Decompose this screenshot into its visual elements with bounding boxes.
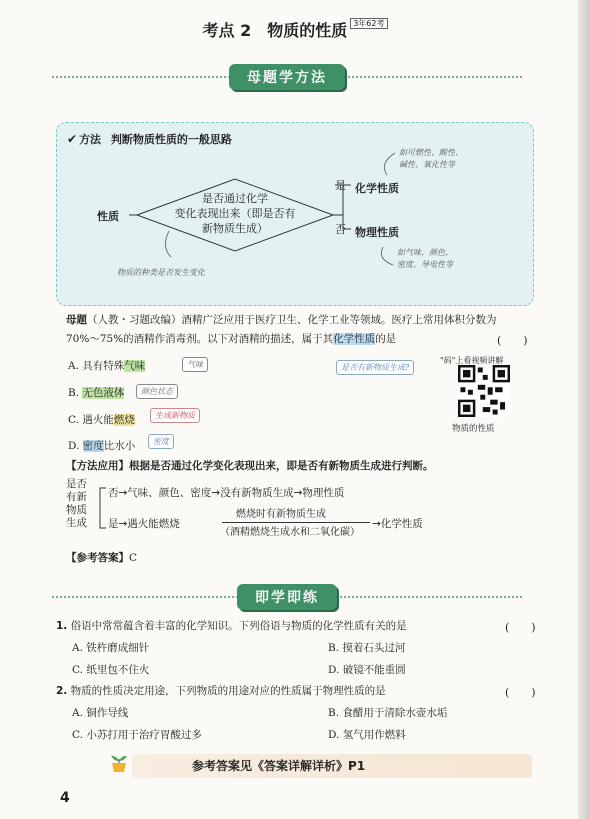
method-title: 判断物质性质的一般思路: [110, 133, 232, 146]
exercise-1-stem: [56, 618, 496, 635]
exercise-1-paren: ( ): [505, 621, 536, 634]
option-b[interactable]: [68, 385, 124, 400]
option-c-note: 生成新物质: [150, 408, 200, 423]
option-d-pre: D.: [68, 440, 83, 452]
question-line-2a: 70%～75%的酒精作消毒剂。以下对酒精的描述，属于其: [66, 333, 334, 345]
option-b-note: 颜色状态: [136, 384, 178, 399]
handnote-question: 是否有新物质生成?: [336, 360, 414, 375]
reference-answer: [66, 550, 137, 567]
option-a-pre: A. 具有特殊: [68, 360, 125, 372]
branch-yes: 是: [335, 179, 346, 192]
option-a-hl: 气味: [124, 360, 146, 372]
answer-reference-text: 参考答案见《答案详解详析》P1: [192, 759, 366, 773]
exam-count-tag: 3年62考: [350, 18, 387, 29]
exercise-2-option-d[interactable]: D. 氢气用作燃料: [328, 729, 406, 741]
application-left: [66, 478, 87, 530]
question-highlight: 化学性质: [333, 333, 376, 345]
question-label: 母题: [66, 314, 87, 326]
exercise-1-option-c[interactable]: C. 纸里包不住火: [72, 664, 150, 676]
app-left-2: 有新: [66, 491, 87, 503]
handnote-chem-1: 如可燃性、酸性、: [399, 148, 463, 157]
node-chemical-property: 化学性质: [355, 182, 399, 195]
node-question: [175, 191, 295, 236]
method-box: [56, 122, 534, 306]
qr-code-icon[interactable]: [458, 365, 510, 417]
application-yes-branch: 是→遇火能燃烧: [108, 518, 180, 530]
exercise-1-option-b[interactable]: B. 摸着石头过河: [328, 642, 406, 654]
section2-banner: 即学即练: [237, 584, 337, 610]
answer-reference-bar: [132, 754, 532, 778]
application-label: 【方法应用】: [66, 460, 129, 472]
node-physical-property: 物理性质: [355, 226, 399, 239]
page-title: [0, 18, 590, 41]
exercise-2-option-b[interactable]: B. 食醋用于清除水壶水垢: [328, 707, 448, 719]
option-d-hl: 密度: [82, 440, 104, 452]
question-line-1: 是否通过化学: [202, 192, 268, 205]
app-left-1: 是否: [66, 478, 87, 490]
handnote-bottom: 物质的种类是否发生变化: [117, 268, 205, 277]
section-banner-row: [52, 64, 522, 90]
qr-label: 物质的性质: [452, 424, 495, 434]
application-yes-result: →化学性质: [372, 518, 423, 530]
option-d[interactable]: [68, 438, 135, 453]
app-left-4: 生成: [66, 517, 87, 529]
answer-label: 【参考答案】: [66, 552, 129, 564]
handnote-phys-2: 密度、导电性等: [397, 260, 453, 269]
exercise-1-option-d[interactable]: D. 破镜不能重圆: [328, 664, 406, 676]
exercise-1-num: 1.: [56, 620, 68, 632]
question-line-1: 酒精广泛应用于医疗卫生、化学工业等领域。医疗上常用体积分数为: [181, 314, 497, 326]
option-b-pre: B.: [68, 387, 83, 399]
handnote-chem: [399, 147, 463, 171]
option-a-note: 气味: [182, 357, 208, 372]
sprout-pot-icon: [108, 753, 130, 773]
application-text: [66, 458, 536, 475]
page-number: 4: [60, 790, 70, 806]
application-no-branch: 否→气味、颜色、密度→没有新物质生成→物理性质: [108, 487, 345, 499]
arrow-line: [222, 522, 370, 523]
qr-caption: "码"上看视频讲解: [440, 356, 504, 365]
option-d-note: 密度: [148, 434, 174, 449]
application-bracket: [94, 486, 108, 530]
exercise-1-text: 俗语中常常蕴含着丰富的化学知识。下列俗语与物质的化学性质有关的是: [70, 620, 407, 632]
application-body: 根据是否通过化学变化表现出来，即是否有新物质生成进行判断。: [129, 460, 434, 472]
handnote-chem-2: 碱性、氧化性等: [399, 160, 455, 169]
handnote-phys-1: 如气味、颜色、: [397, 248, 453, 257]
check-icon: ✔: [67, 132, 78, 146]
exercise-1-option-a[interactable]: A. 铁杵磨成细针: [72, 642, 150, 654]
option-d-post: 比水小: [103, 440, 136, 452]
method-label: 方法: [79, 133, 102, 146]
question-line-3: 新物质生成）: [202, 222, 268, 235]
option-c-pre: C. 遇火能: [68, 414, 114, 426]
option-c-hl: 燃烧: [113, 414, 135, 426]
section-banner: 母题学方法: [229, 64, 345, 90]
exercise-2-option-a[interactable]: A. 铜作导线: [72, 707, 129, 719]
option-c[interactable]: [68, 412, 135, 427]
book-spine-shadow: [578, 0, 590, 819]
exercise-2-text: 物质的性质决定用途，下列物质的用途对应的性质属于物理性质的是: [70, 685, 386, 697]
option-a[interactable]: [68, 358, 145, 373]
exercise-2-option-c[interactable]: C. 小苏打用于治疗胃酸过多: [72, 729, 202, 741]
question-line-2b: 的是: [375, 333, 397, 345]
answer-value: C: [129, 552, 138, 564]
question-source: （人教・习题改编）: [87, 314, 182, 326]
exercise-2-paren: ( ): [505, 686, 536, 699]
handnote-phys: [397, 247, 453, 271]
application-yes-bottom: （酒精燃烧生成水和二氧化碳）: [220, 527, 360, 538]
answer-paren: ( ): [497, 334, 528, 347]
node-property: 性质: [97, 210, 119, 223]
title-text: 考点 2 物质的性质: [202, 21, 348, 40]
app-left-3: 物质: [66, 504, 87, 516]
section2-banner-row: [52, 584, 522, 610]
exercise-2-num: 2.: [56, 685, 68, 697]
application-yes-top: 燃烧时有新物质生成: [236, 509, 326, 520]
question-stem: [66, 312, 526, 329]
exercise-2-stem: [56, 683, 496, 700]
question-line-2: 变化表现出来（即是否有: [174, 207, 296, 220]
question-stem-line2: [66, 331, 526, 348]
branch-no: 否: [335, 223, 346, 236]
option-b-hl: 无色液体: [82, 387, 125, 399]
